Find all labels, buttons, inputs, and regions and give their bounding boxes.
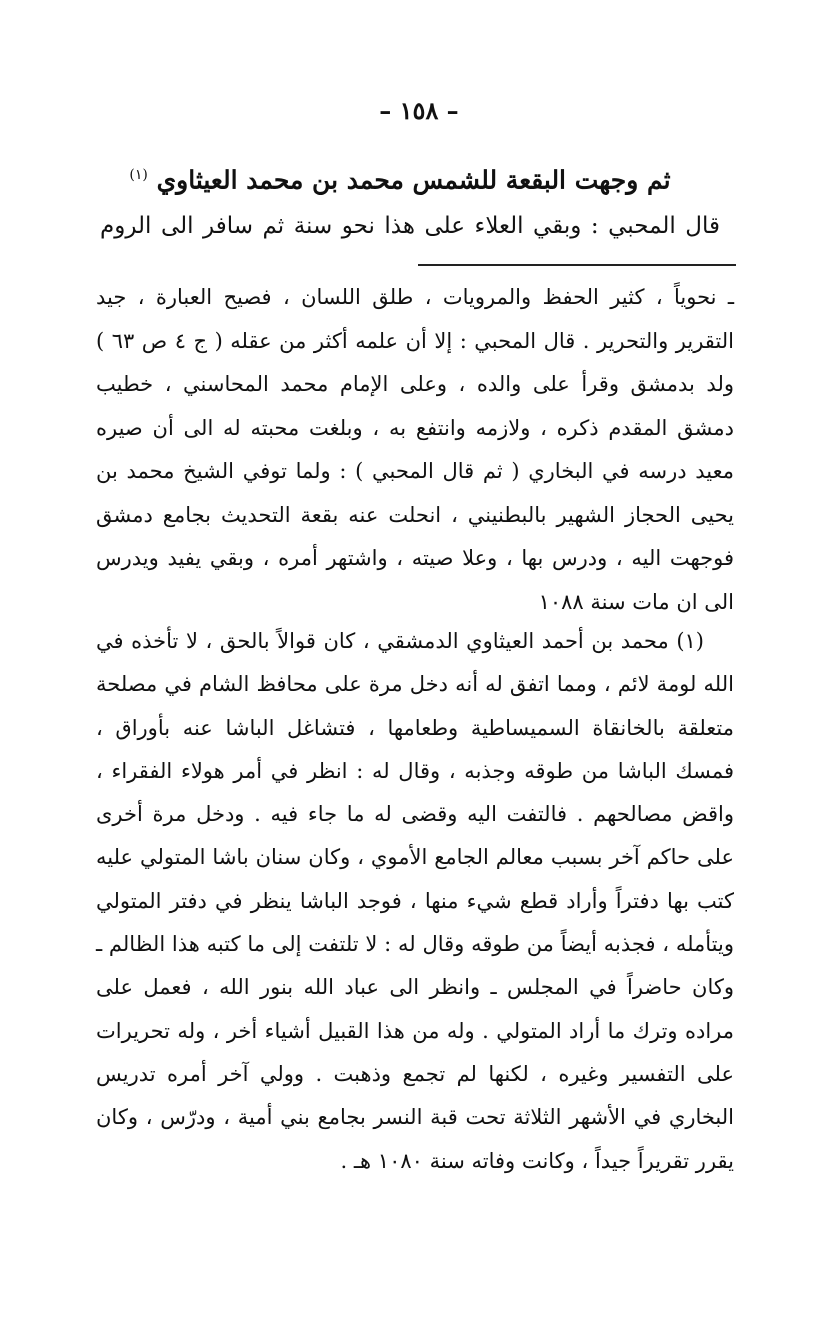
footnote-paragraph: (١) محمد بن أحمد العيثاوي الدمشقي ، كان قوالاً بالحق ، لا تأخذه في الله لومة لائم ، ومما اتفق له أنه دخل مرة على محافظ الشام في مصلحة متعلقة بالخانقاة السميساطية وطعامها ، فتشاغل الباشا عنه بأوراق ، فمسك الباشا من طوقه وجذبه ، وقال له : انظر في أمر هولاء الفقراء ، واقض مصالحهم . فالتفت اليه وقضى له ما جاء فيه . ودخل مرة أخرى على حاكم آخر بسبب معالم الجامع الأموي ، وكان سنان باشا المتولي عليه كتب بها دفتراً وأراد قطع شيء منها ، فوجد الباشا ينظر في دفتر المتولي ويتأمله ، فجذبه أيضاً من طوقه وقال له : لا تلتفت إلى ما كتبه هذا الظالم ـ وكان حاضراً في المجلس ـ وانظر الى عباد الله بنور الله ، فعمل على مراده وترك ما أراد المتولي . وله من هذا القبيل أشياء أخر ، وله تحريرات على التفسير وغيره ، لكنها لم تجمع وذهبت . وولي آخر أمره تدريس البخاري في الأشهر الثلاثة تحت قبة النسر بجامع بني أمية ، ودرّس ، وكان يقرر تقريراً جيداً ، وكانت وفاته سنة ١٠٨٠ هـ . [96,629,734,1173]
footnote-divider [418,264,736,266]
section-heading-text: ثم وجهت البقعة للشمس محمد بن محمد العيثاوي [156,165,671,195]
section-heading [80,152,720,203]
intro-line: قال المحبي : وبقي العلاء على هذا نحو سنة ثم سافر الى الروم [100,213,720,239]
continuation-paragraph: ـ نحوياً ، كثير الحفظ والمرويات ، طلق اللسان ، فصيح العبارة ، جيد التقرير والتحرير . قال المحبي : إلا أن علمه أكثر من عقله ( ج ٤ ص ٦٣ ) ولد بدمشق وقرأ على والده ، وعلى الإمام محمد المحاسني ، خطيب دمشق المقدم ذكره ، ولازمه وانتفع به ، وبلغت محبته له الى أن صيره معيد درسه في البخاري ( ثم قال المحبي ) : ولما توفي الشيخ محمد بن يحيى الحجاز الشهير بالبطنيني ، انحلت عنه بقعة التحديث بجامع دمشق فوجهت اليه ، ودرس بها ، وعلا صيته ، واشتهر أمره ، وبقي يفيد ويدرس الى ان مات سنة ١٠٨٨ [96,285,735,614]
page-number: – ١٥٨ – [379,96,459,125]
footnote-reference: (١) [129,167,148,183]
footnote-1 [96,620,734,1183]
previous-footnote-continuation [96,276,734,624]
